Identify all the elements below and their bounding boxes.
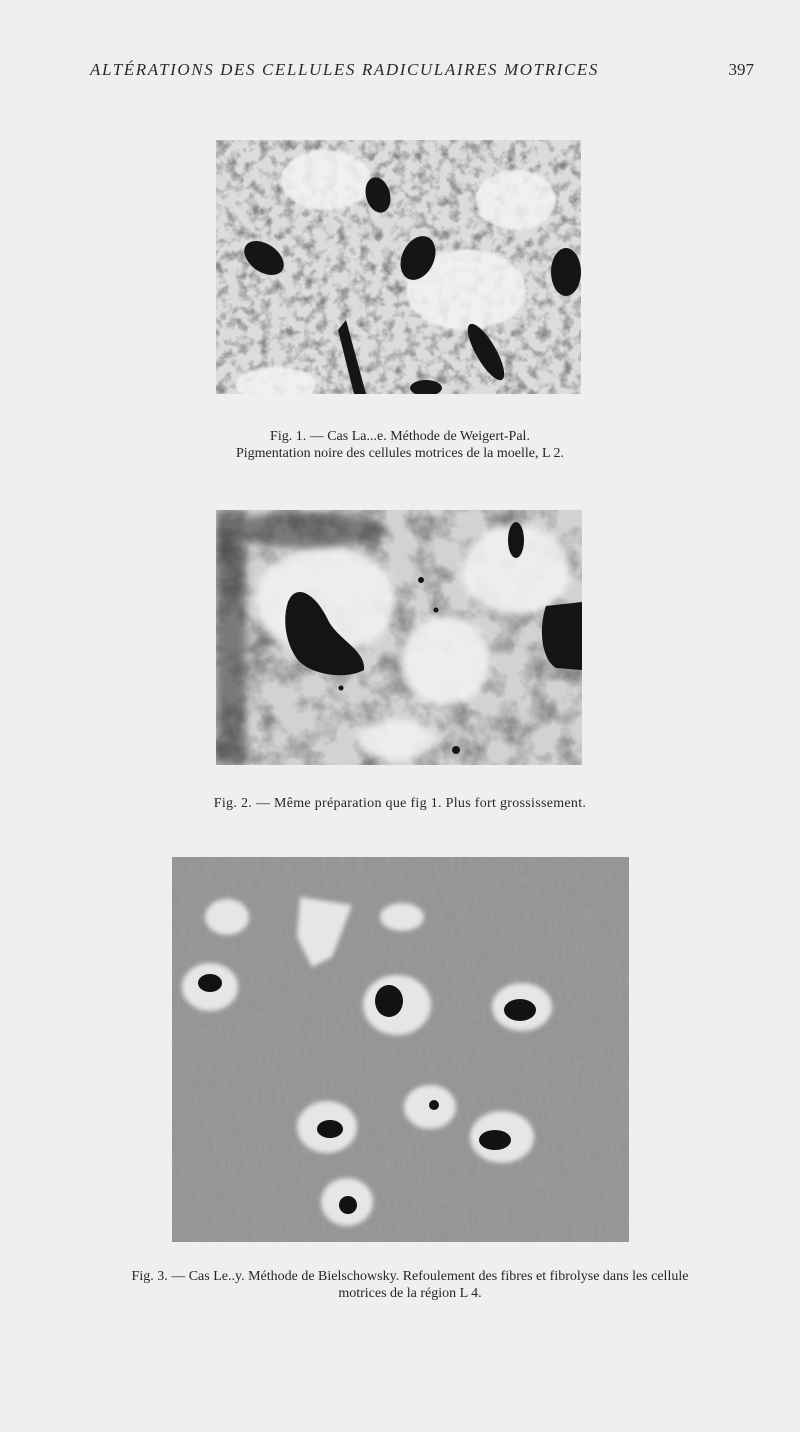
figure-1-micrograph (216, 140, 581, 394)
caption-line: Fig. 3. — Cas Le..y. Méthode de Bielschowsky. Refoulement des fibres et fibrolyse dans les cellule (131, 1269, 689, 1284)
caption-line: Fig. 2. — Même préparation que fig 1. Plus fort grossissement. (213, 796, 587, 811)
figure-3-image (172, 857, 629, 1242)
figure-1-image (216, 140, 581, 394)
running-title: ALTÉRATIONS DES CELLULES RADICULAIRES MOTRICES (90, 60, 599, 79)
figure-1-caption (150, 428, 650, 462)
figure-2-caption (150, 795, 650, 812)
figure-2-image (216, 510, 582, 765)
figure-2-micrograph (216, 510, 582, 765)
caption-line: Fig. 1. — Cas La...e. Méthode de Weigert-Pal. (270, 429, 530, 444)
page-number: 397 (728, 60, 754, 79)
caption-line: motrices de la région L 4. (338, 1286, 482, 1301)
caption-line: Pigmentation noire des cellules motrices de la moelle, L 2. (235, 446, 564, 461)
page-header (90, 60, 754, 86)
figure-3-micrograph (172, 857, 629, 1242)
figure-3-caption (40, 1268, 780, 1302)
